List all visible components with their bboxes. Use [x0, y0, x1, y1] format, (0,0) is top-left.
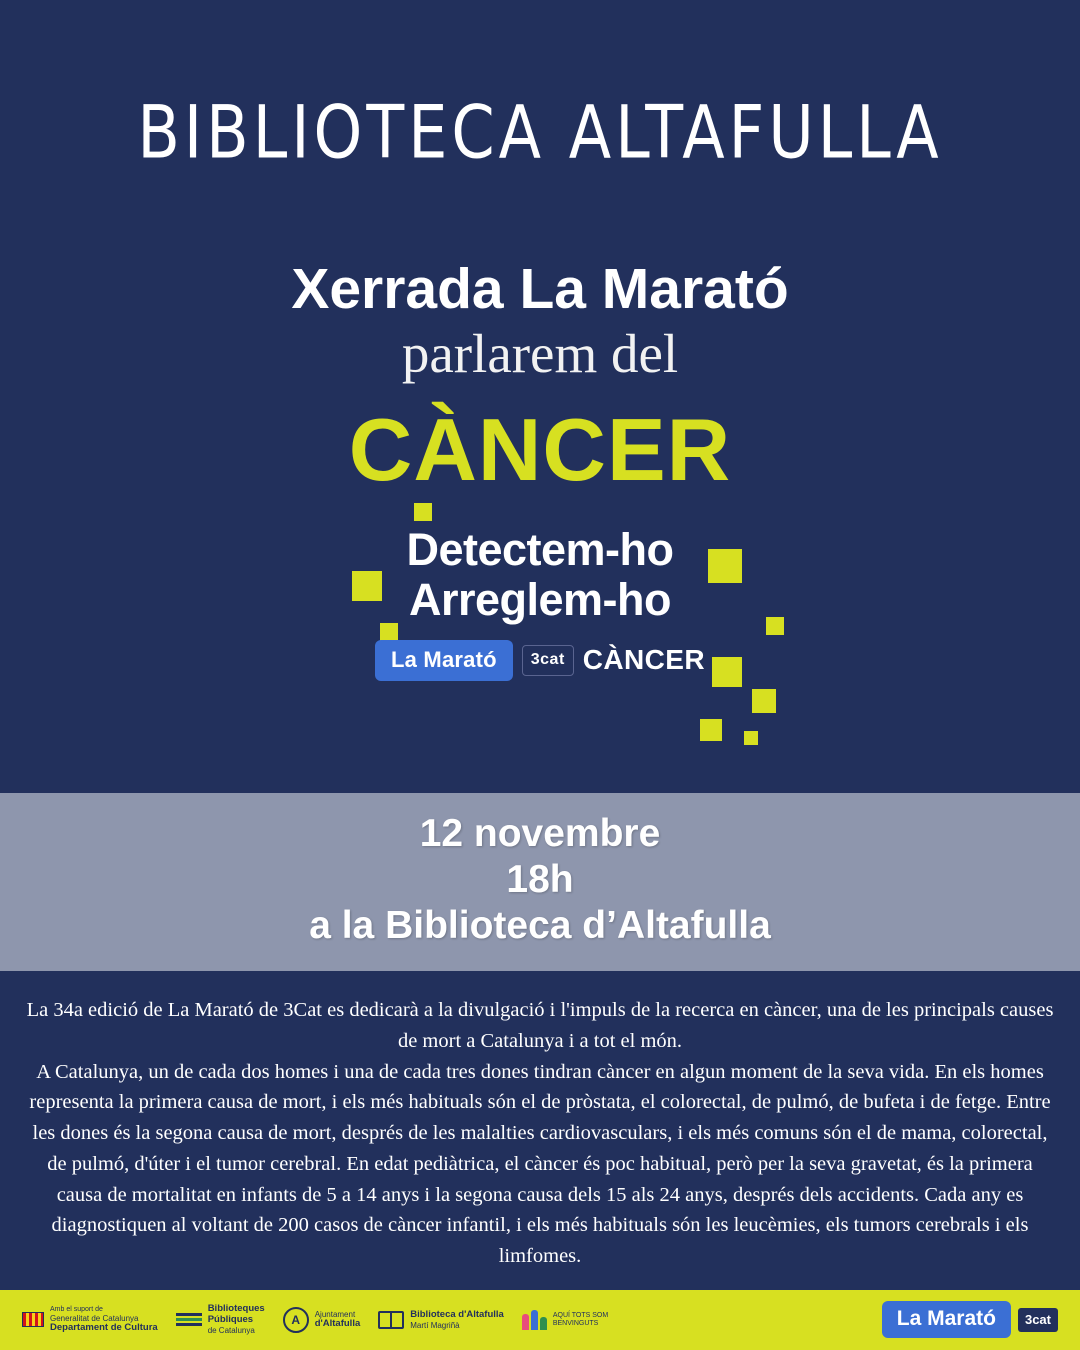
talk-subtitle: parlarem del	[401, 322, 679, 384]
ajuntament-line-2: d'Altafulla	[314, 1318, 361, 1330]
biblioteques-line-2: Públiques	[207, 1314, 254, 1326]
books-lines-icon	[176, 1313, 202, 1326]
benvinguts-line-2: BENVINGUTS	[552, 1319, 599, 1327]
benvinguts-line-1: AQUÍ TOTS SOM	[552, 1311, 609, 1319]
talk-heading-group	[0, 158, 1080, 500]
biblioteca-altafulla-line-1: Biblioteca d'Altafulla	[410, 1308, 504, 1320]
campaign-line-2: Arreglem-ho	[408, 574, 672, 626]
topic-badge: CÀNCER	[582, 644, 705, 676]
campaign-lockup	[320, 525, 760, 681]
sponsor-generalitat	[22, 1306, 158, 1334]
biblioteques-line-1: Biblioteques	[207, 1303, 265, 1315]
people-icon	[522, 1310, 547, 1330]
event-time: 18h	[506, 858, 574, 902]
campaign-badges	[320, 640, 760, 681]
sponsor-benvinguts	[522, 1310, 608, 1330]
decor-square-icon	[744, 731, 758, 745]
channel-badge: 3cat	[522, 645, 574, 676]
catalonia-flag-icon	[22, 1312, 44, 1327]
highlight-word: CÀNCER	[348, 400, 732, 500]
generalitat-line-2: Departament de Cultura	[50, 1322, 158, 1334]
footer-marato-badge: La Marató	[882, 1301, 1011, 1338]
marato-badge: La Marató	[375, 640, 513, 681]
campaign-line-1: Detectem-ho	[406, 523, 674, 575]
decor-square-icon	[766, 617, 784, 635]
decor-square-icon	[700, 719, 722, 741]
open-book-icon	[378, 1311, 404, 1329]
sponsor-biblioteca-altafulla	[378, 1310, 504, 1330]
sponsor-footer	[0, 1290, 1080, 1350]
sponsor-ajuntament	[283, 1307, 361, 1333]
description	[0, 971, 1080, 1290]
town-crest-icon: A	[283, 1307, 309, 1333]
decor-square-icon	[752, 689, 776, 713]
decor-square-icon	[414, 503, 432, 521]
biblioteca-altafulla-line-2: Martí Magriñà	[410, 1320, 460, 1330]
generalitat-line-1: Generalitat de Catalunya	[50, 1313, 139, 1323]
footer-marato-logo	[882, 1301, 1058, 1338]
event-place: a la Biblioteca d’Altafulla	[309, 904, 771, 948]
talk-title: Xerrada La Marató	[291, 257, 789, 321]
support-label: Amb el suport de	[50, 1305, 103, 1313]
description-paragraph-1: La 34a edició de La Marató de 3Cat es dedicarà a la divulgació i l'impuls de la recerca en càncer, una de les principals causes de mort a Catalunya i a tot el món.	[26, 999, 1054, 1052]
sponsor-biblioteques	[176, 1304, 265, 1335]
biblioteques-line-3: de Catalunya	[207, 1326, 255, 1336]
page-title: BIBLIOTECA ALTAFULLA	[137, 88, 943, 176]
campaign-logo	[0, 503, 1080, 793]
footer-channel-badge: 3cat	[1018, 1308, 1058, 1332]
description-paragraph-2: A Catalunya, un de cada dos homes i una de cada tres dones tindran càncer en algun moment de la seva vida. En els homes representa la primera causa de mort, i els més habituals són el de pròstata, el colorectal, de pulmó, de bufeta i de fetge. Entre les dones és la segona causa de mort, després de les malalties cardiovasculars, i els més comuns són el de mama, colorectal, de pulmó, d'úter i el tumor cerebral. En edat pediàtrica, el càncer és poc habitual, però per la seva gravetat, és la primera causa de mortalitat en infants de 5 a 14 anys i la segona causa dels 15 als 24 anys, després dels accidents. Cada any es diagnostiquen al voltant de 200 casos de càncer infantil, i els més habituals són les leucèmies, els tumors cerebrals i els limfomes.	[29, 1060, 1051, 1268]
ajuntament-line-1: Ajuntament	[314, 1309, 356, 1319]
event-details	[0, 793, 1080, 971]
event-date: 12 novembre	[419, 812, 661, 856]
